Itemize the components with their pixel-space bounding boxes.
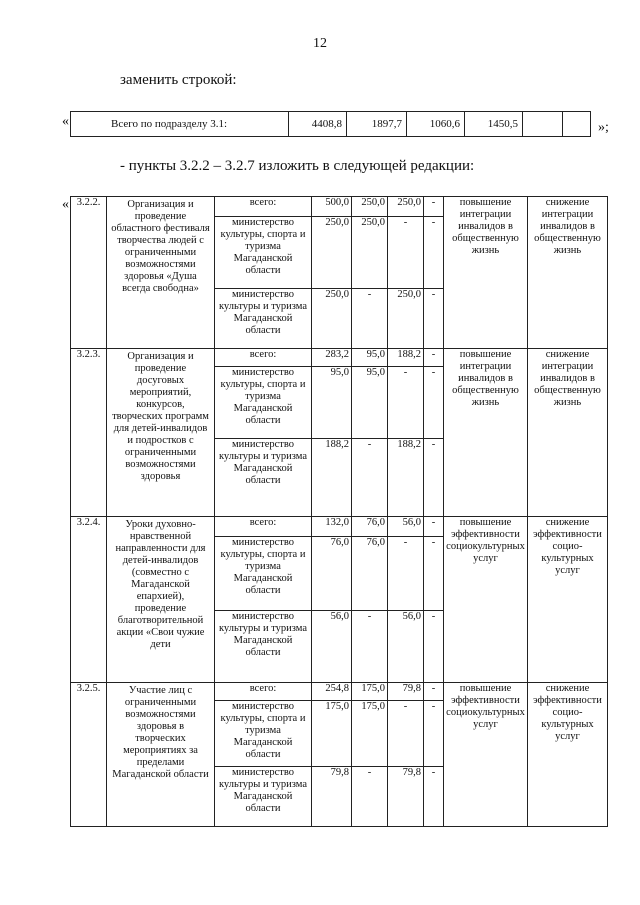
amount-cell: -: [352, 767, 388, 827]
funding-source: всего:: [215, 683, 312, 701]
amount-cell: -: [424, 537, 444, 611]
amount-cell: -: [424, 683, 444, 701]
item-code: 3.2.4.: [71, 517, 107, 683]
summary-value: 1060,6: [407, 112, 465, 137]
amount-cell: 250,0: [388, 289, 424, 349]
amount-cell: -: [424, 439, 444, 517]
amount-cell: -: [388, 367, 424, 439]
amount-cell: -: [424, 349, 444, 367]
amount-cell: -: [424, 517, 444, 537]
amount-cell: -: [424, 197, 444, 217]
amount-cell: -: [424, 701, 444, 767]
amount-cell: 188,2: [312, 439, 352, 517]
funding-source: всего:: [215, 349, 312, 367]
quote-close: »;: [598, 120, 609, 135]
table-row: [71, 197, 608, 217]
replace-instruction: заменить строкой:: [120, 72, 237, 88]
quote-open-1: «: [62, 114, 69, 129]
amount-cell: -: [388, 217, 424, 289]
measures-table: [70, 196, 608, 827]
amount-cell: -: [424, 611, 444, 683]
amount-cell: 76,0: [352, 537, 388, 611]
result-negative: снижение интеграции инвалидов в общественную жизнь: [528, 197, 608, 349]
amount-cell: 500,0: [312, 197, 352, 217]
amount-cell: 250,0: [352, 217, 388, 289]
amount-cell: 283,2: [312, 349, 352, 367]
table-row: [71, 517, 608, 537]
funding-source: министерство культуры, спорта и туризма Магаданской области: [215, 217, 312, 289]
amount-cell: -: [424, 767, 444, 827]
funding-source: министерство культуры и туризма Магаданской области: [215, 289, 312, 349]
result-positive: повышение интеграции инвалидов в общественную жизнь: [444, 349, 528, 517]
amount-cell: -: [352, 439, 388, 517]
amount-cell: 188,2: [388, 439, 424, 517]
result-negative: снижение интеграции инвалидов в общественную жизнь: [528, 349, 608, 517]
table-row: [71, 349, 608, 367]
amount-cell: 56,0: [388, 517, 424, 537]
summary-value: 1450,5: [465, 112, 523, 137]
amount-cell: -: [424, 289, 444, 349]
item-description: Организация и проведение областного фестиваля творчества людей с ограниченными возможностями здоровья «Душа всегда свободна»: [107, 197, 215, 349]
amount-cell: -: [388, 701, 424, 767]
summary-label: Всего по подразделу 3.1:: [71, 112, 289, 137]
summary-value: [563, 112, 591, 137]
item-code: 3.2.2.: [71, 197, 107, 349]
amount-cell: 254,8: [312, 683, 352, 701]
amount-cell: 76,0: [312, 537, 352, 611]
funding-source: министерство культуры, спорта и туризма Магаданской области: [215, 537, 312, 611]
amount-cell: 79,8: [312, 767, 352, 827]
amount-cell: -: [352, 611, 388, 683]
item-description: Уроки духовно-нравственной направленности для детей-инвалидов (совместно с Магаданской епархией), проведение благотворительной акции «Свои чужие дети: [107, 517, 215, 683]
amount-cell: 188,2: [388, 349, 424, 367]
result-negative: снижение эффективности социокультурных услуг: [528, 517, 608, 683]
amount-cell: 175,0: [352, 683, 388, 701]
item-code: 3.2.5.: [71, 683, 107, 827]
summary-value: 4408,8: [289, 112, 347, 137]
result-negative: снижение эффективности социокультурных услуг: [528, 683, 608, 827]
amount-cell: -: [388, 537, 424, 611]
amount-cell: -: [424, 217, 444, 289]
amount-cell: 79,8: [388, 767, 424, 827]
funding-source: министерство культуры и туризма Магаданской области: [215, 439, 312, 517]
points-instruction: - пункты 3.2.2 – 3.2.7 изложить в следующей редакции:: [120, 158, 475, 174]
amount-cell: -: [424, 367, 444, 439]
amount-cell: 250,0: [312, 217, 352, 289]
amount-cell: 95,0: [352, 349, 388, 367]
funding-source: всего:: [215, 517, 312, 537]
summary-row: [71, 112, 591, 137]
summary-value: [523, 112, 563, 137]
amount-cell: -: [352, 289, 388, 349]
amount-cell: 132,0: [312, 517, 352, 537]
amount-cell: 250,0: [388, 197, 424, 217]
result-positive: повышение эффективности социокультурных услуг: [444, 517, 528, 683]
amount-cell: 79,8: [388, 683, 424, 701]
page-number: 12: [313, 36, 327, 51]
amount-cell: 95,0: [352, 367, 388, 439]
result-positive: повышение эффективности социокультурных услуг: [444, 683, 528, 827]
summary-value: 1897,7: [347, 112, 407, 137]
amount-cell: 250,0: [312, 289, 352, 349]
amount-cell: 76,0: [352, 517, 388, 537]
funding-source: министерство культуры, спорта и туризма Магаданской области: [215, 367, 312, 439]
funding-source: министерство культуры и туризма Магаданской области: [215, 767, 312, 827]
amount-cell: 95,0: [312, 367, 352, 439]
item-description: Организация и проведение досуговых мероприятий, конкурсов, творческих программ для детей-инвалидов и подростков с ограниченными возможностями здоровья: [107, 349, 215, 517]
table-row: [71, 683, 608, 701]
funding-source: министерство культуры и туризма Магаданской области: [215, 611, 312, 683]
amount-cell: 250,0: [352, 197, 388, 217]
funding-source: министерство культуры, спорта и туризма Магаданской области: [215, 701, 312, 767]
result-positive: повышение интеграции инвалидов в общественную жизнь: [444, 197, 528, 349]
summary-table: [70, 111, 591, 137]
item-description: Участие лиц с ограниченными возможностями здоровья в творческих мероприятиях за пределами Магаданской области: [107, 683, 215, 827]
amount-cell: 56,0: [312, 611, 352, 683]
item-code: 3.2.3.: [71, 349, 107, 517]
amount-cell: 175,0: [352, 701, 388, 767]
funding-source: всего:: [215, 197, 312, 217]
amount-cell: 175,0: [312, 701, 352, 767]
quote-open-2: «: [62, 197, 69, 212]
amount-cell: 56,0: [388, 611, 424, 683]
